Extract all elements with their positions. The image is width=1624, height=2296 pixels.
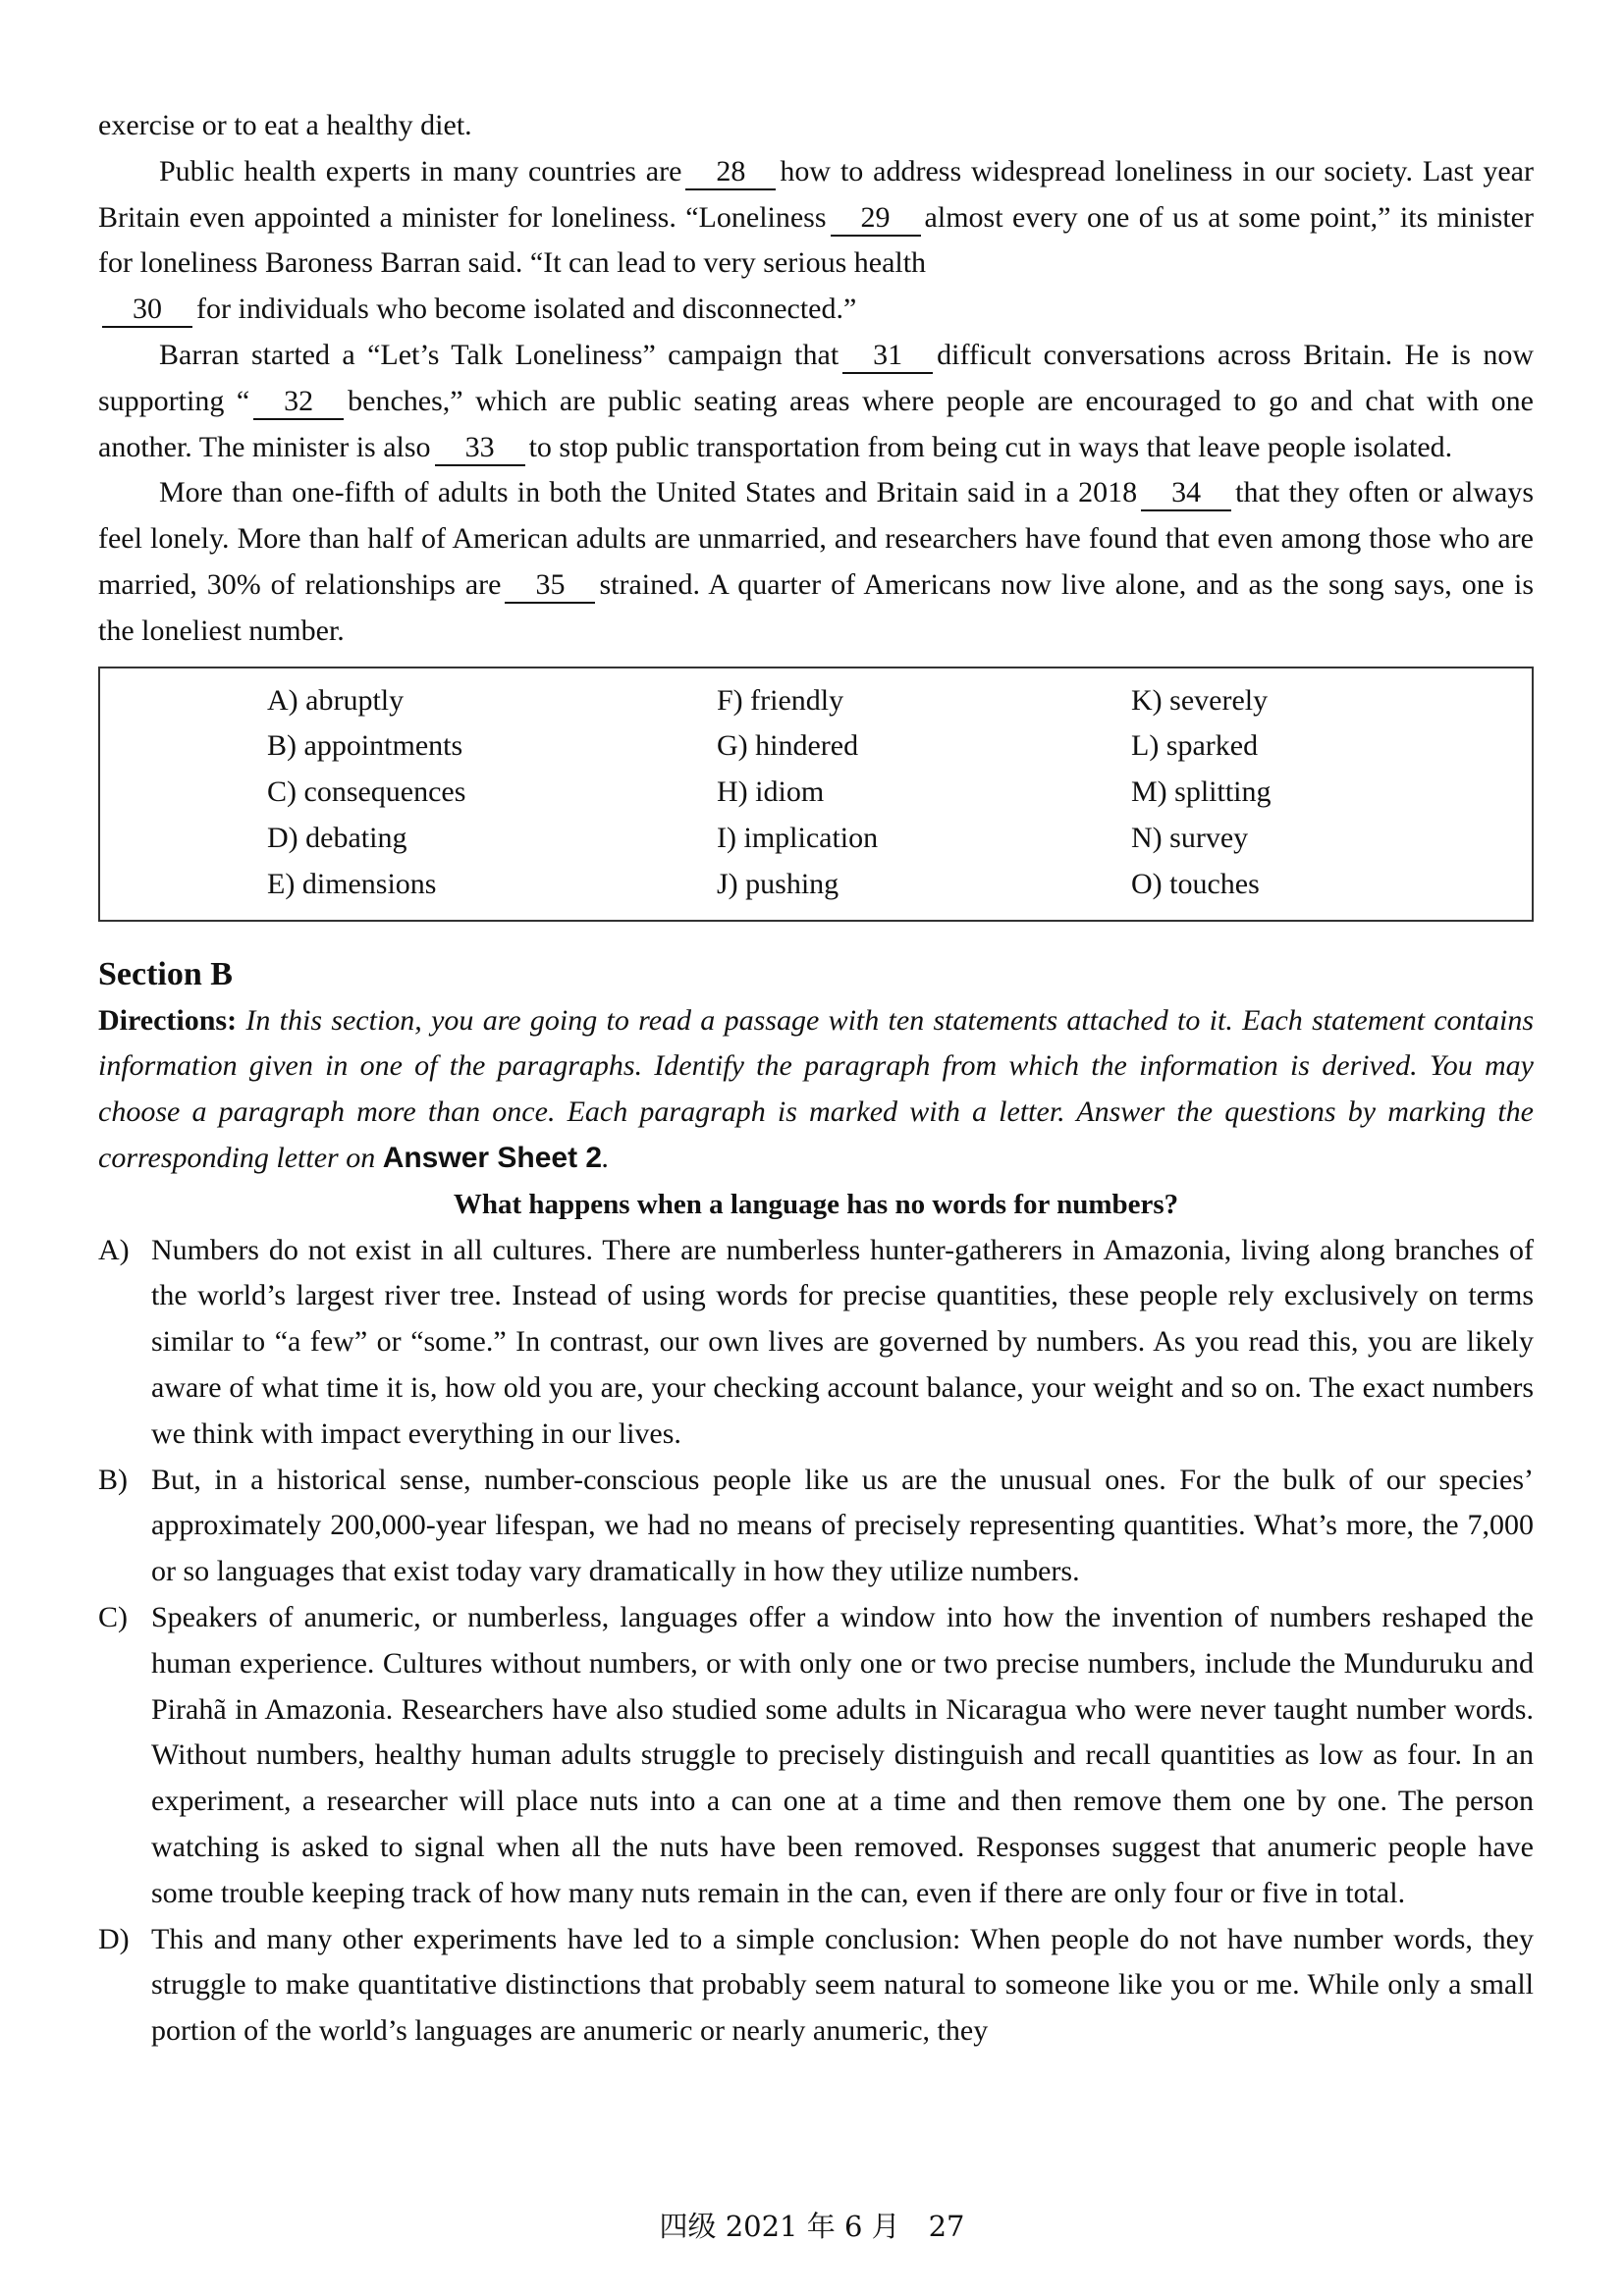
paragraph-public-health: Public health experts in many countries are 28 how to address widespread loneliness in our society. Last year Britain even appointed a minister for loneliness. “Loneliness 29 almost every one of us at some point,” its minister for loneliness Baroness Barran said. “It can lead to very serious health 30 for individuals who become isolated and disconnected.” <box>98 149 1534 333</box>
passage-title: What happens when a language has no words for numbers? <box>453 1188 1179 1220</box>
blank-32[interactable]: 32 <box>253 385 344 420</box>
directions: Directions: In this section, you are going to read a passage with ten statements attached to it. Each statement contains information given in one of the paragraphs. Identify the paragraph from which the information is derived. You may choose a paragraph more than once. Each paragraph is marked with a letter. Answer the questions by marking the corresponding letter on Answer Sheet 2. <box>98 1003 1534 1174</box>
word-option: E) dimensions <box>267 867 437 900</box>
paragraph-b: B) But, in a historical sense, number-conscious people like us are the unusual ones. For the bulk of our species’ approximately 200,000-year lifespan, we had no means of precisely representing quantities. What’s more, the 7,000 or so languages that exist today vary dramatically in how they utilize numbers. <box>98 1458 1534 1595</box>
word-bank-box <box>98 667 1534 922</box>
paragraph-a: A) Numbers do not exist in all cultures. There are numberless hunter-gatherers in Amazonia, living along branches of the world’s largest river tree. Instead of using words for precise quantities, these people rely exclusively on terms similar to “a few” or “some.” In contrast, our own lives are governed by numbers. As you read this, you are likely aware of what time it is, how old you are, your checking account balance, your weight and so on. The exact numbers we think with impact everything in our lives. <box>98 1228 1534 1458</box>
directions-label: Directions: <box>98 1003 238 1037</box>
word-option: J) pushing <box>717 867 839 900</box>
word-bank-column-1 <box>267 678 465 908</box>
word-option: N) survey <box>1131 821 1249 854</box>
blank-30[interactable]: 30 <box>102 293 192 328</box>
blank-34[interactable]: 34 <box>1141 476 1231 511</box>
blank-33[interactable]: 33 <box>435 431 525 466</box>
paragraph-continuation: exercise or to eat a healthy diet. <box>98 109 472 141</box>
word-bank-column-3 <box>1131 678 1272 908</box>
answer-sheet-label: Answer Sheet 2 <box>382 1141 603 1174</box>
blank-29[interactable]: 29 <box>831 201 921 237</box>
word-option: L) sparked <box>1131 729 1259 763</box>
word-option: H) idiom <box>717 775 825 809</box>
page-footer: 四级 2021 年 6 月 27 <box>659 2210 965 2243</box>
paragraph-c: C) Speakers of anumeric, or numberless, languages offer a window into how the invention of numbers reshaped the human experience. Cultures without numbers, or with only one or two precise numbers, include the Munduruku and Pirahã in Amazonia. Researchers have also studied some adults in Nicaragua who were never taught number words. Without numbers, healthy human adults struggle to precisely distinguish and recall quantities as low as four. In an experiment, a researcher will place nuts into a can one at a time and then remove them one by one. The person watching is asked to signal when all the nuts have been removed. Responses suggest that anumeric people have some trouble keeping track of how many nuts remain in the can, even if there are only four or five in total. <box>98 1595 1534 1917</box>
paragraph-letter: B) <box>98 1463 128 1496</box>
paragraph-barran: Barran started a “Let’s Talk Loneliness” campaign that 31 difficult conversations across Britain. He is now supporting “ 32 benches,” which are public seating areas where people are encouraged to go and chat with one another. The minister is also 33 to stop public transportation from being cut in ways that leave people isolated. <box>98 333 1534 470</box>
word-option: D) debating <box>267 821 407 854</box>
word-option: O) touches <box>1131 867 1260 900</box>
blank-35[interactable]: 35 <box>505 568 595 604</box>
paragraph-d: D) This and many other experiments have led to a simple conclusion: When people do not have number words, they struggle to make quantitative distinctions that probably seem natural to someone like you or me. While only a small portion of the world’s languages are anumeric or nearly anumeric, they <box>98 1917 1534 2055</box>
paragraph-letter: C) <box>98 1600 128 1633</box>
blank-31[interactable]: 31 <box>842 339 933 374</box>
word-option: F) friendly <box>717 683 844 717</box>
exam-page <box>98 103 1534 2055</box>
section-b-heading: Section B <box>98 955 233 992</box>
blank-28[interactable]: 28 <box>685 155 776 190</box>
word-option: A) abruptly <box>267 683 405 717</box>
paragraph-survey: More than one-fifth of adults in both the United States and Britain said in a 2018 34 that they often or always feel lonely. More than half of American adults are unmarried, and researchers have found that even among those who are married, 30% of relationships are 35 strained. A quarter of Americans now live alone, and as the song says, one is the loneliest number. <box>98 476 1534 647</box>
word-option: M) splitting <box>1131 775 1272 809</box>
paragraph-letter: D) <box>98 1922 130 1955</box>
word-option: C) consequences <box>267 775 466 809</box>
word-option: I) implication <box>717 821 879 854</box>
word-bank-column-2 <box>717 678 878 908</box>
word-option: K) severely <box>1131 683 1269 717</box>
word-option: G) hindered <box>717 729 859 763</box>
paragraph-letter: A) <box>98 1233 130 1266</box>
word-option: B) appointments <box>267 729 463 763</box>
